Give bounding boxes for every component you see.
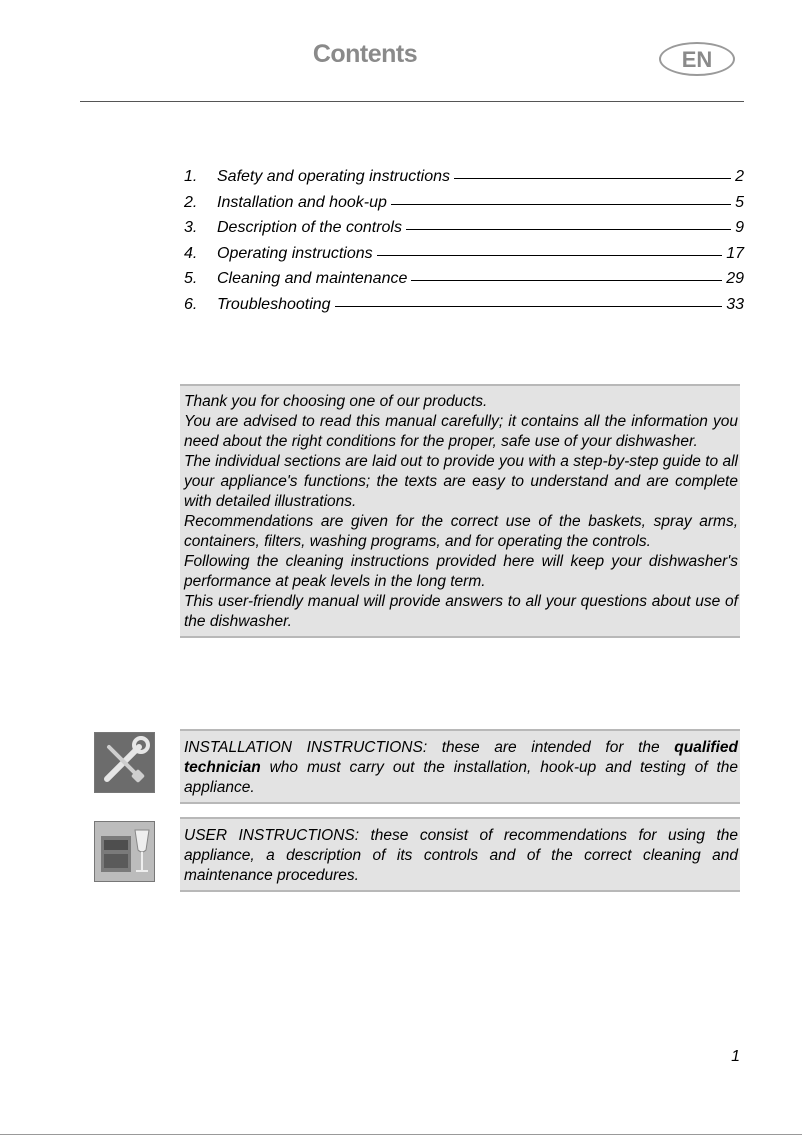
toc-entry-number: 4. [184, 244, 198, 262]
toc-leader-line [411, 280, 722, 281]
intro-paragraph: This user-friendly manual will provide answers to all your questions about use of the dishwasher. [184, 593, 738, 630]
toc-entry[interactable] [184, 168, 744, 194]
intro-paragraph: Recommendations are given for the correct use of the baskets, spray arms, containers, filters, washing programs, and for operating the controls. [184, 513, 738, 550]
toc-entry-number: 2. [184, 193, 198, 211]
toc-entry-page: 2 [735, 168, 744, 185]
toc-entry-page: 9 [735, 219, 744, 236]
toc-entry-page: 33 [726, 295, 744, 313]
toc-entry-number: 1. [184, 168, 198, 185]
user-note-text: USER INSTRUCTIONS: these consist of recommendations for using the appliance, a description of its controls and of the correct cleaning and maintenance procedures. [184, 827, 738, 884]
tools-icon [94, 732, 155, 793]
toc-entry-page: 5 [735, 193, 744, 211]
toc-entry-label: Operating instructions [217, 244, 373, 262]
dishwasher-user-icon [94, 821, 155, 882]
toc-leader-line [406, 229, 731, 230]
toc-entry[interactable] [184, 245, 744, 271]
toc-leader-line [377, 255, 723, 256]
installation-note-text-before: INSTALLATION INSTRUCTIONS: these are intended for the [184, 739, 675, 756]
page-number: 1 [731, 1048, 740, 1065]
toc-entry[interactable] [184, 270, 744, 296]
toc-entry-label: Troubleshooting [217, 295, 331, 313]
page-title: Contents [312, 40, 418, 68]
toc-entry-number: 3. [184, 219, 198, 236]
toc-entry-label: Description of the controls [217, 219, 402, 236]
toc-entry-number: 6. [184, 295, 198, 313]
intro-paragraph: You are advised to read this manual carefully; it contains all the information you need about the right conditions for the proper, safe use of your dishwasher. [184, 413, 738, 450]
intro-paragraph: Thank you for choosing one of our products. [184, 393, 488, 410]
toc-entry-page: 29 [726, 270, 744, 287]
toc-entry-number: 5. [184, 270, 198, 287]
toc-leader-line [335, 306, 723, 307]
installation-note-text-after: who must carry out the installation, hook-up and testing of the appliance. [184, 759, 738, 796]
toc-entry-label: Safety and operating instructions [217, 168, 451, 185]
language-badge: EN [659, 42, 735, 76]
toc-entry[interactable] [184, 219, 744, 245]
toc-entry-label: Installation and hook-up [217, 193, 387, 211]
toc-leader-line [454, 178, 731, 179]
table-of-contents [184, 168, 744, 321]
installation-note-box [180, 729, 740, 804]
installation-note-emphasis: qualified technician [184, 739, 738, 776]
intro-paragraph: Following the cleaning instructions provided here will keep your dishwasher's performance at peak levels in the long term. [184, 553, 738, 590]
installation-note-text [184, 738, 738, 798]
header-divider [80, 101, 744, 102]
toc-entry-label: Cleaning and maintenance [217, 270, 408, 287]
toc-leader-line [391, 204, 731, 205]
intro-paragraph: The individual sections are laid out to provide you with a step-by-step guide to all your appliance's functions; the texts are easy to understand and are complete with detailed illustrations. [184, 453, 738, 510]
toc-entry[interactable] [184, 296, 744, 322]
intro-box [180, 384, 740, 638]
toc-entry[interactable] [184, 194, 744, 220]
toc-entry-page: 17 [726, 244, 744, 262]
user-note-box [180, 817, 740, 892]
footer-divider [0, 1134, 802, 1135]
